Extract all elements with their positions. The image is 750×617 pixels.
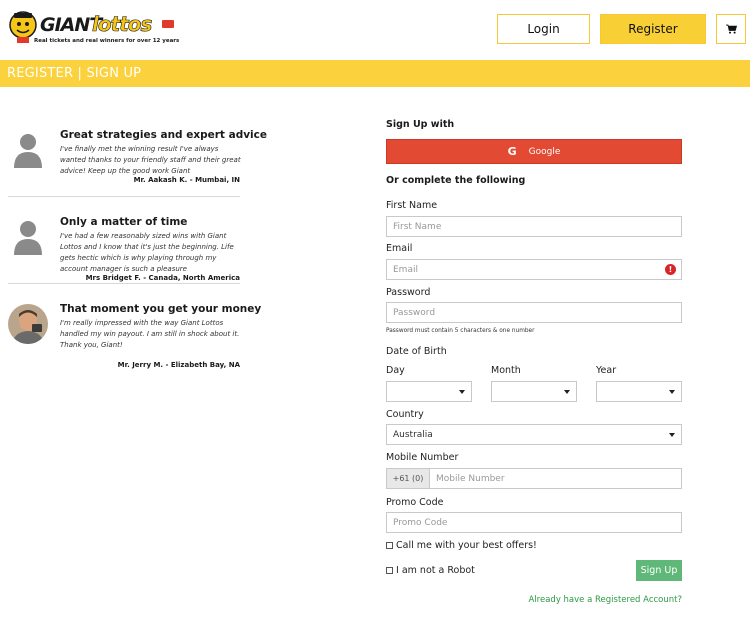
testimonial-title: Great strategies and expert advice — [60, 129, 268, 141]
email-label: Email — [386, 243, 413, 254]
chevron-down-icon — [669, 390, 675, 394]
robot-checkbox-row[interactable] — [386, 565, 475, 576]
logo-word-giant: GIANT — [40, 14, 102, 36]
testimonial-title: Only a matter of time — [60, 216, 188, 228]
day-select[interactable] — [386, 381, 472, 402]
chevron-down-icon — [669, 433, 675, 437]
register-button[interactable]: Register — [600, 14, 706, 44]
dob-label: Date of Birth — [386, 346, 447, 357]
google-button-label: Google — [528, 146, 561, 157]
robot-checkbox[interactable] — [386, 567, 393, 574]
google-icon: G — [507, 145, 517, 158]
signup-button[interactable]: Sign Up — [636, 560, 682, 581]
robot-checkbox-label: I am not a Robot — [396, 565, 475, 576]
page-banner — [0, 60, 750, 87]
testimonial-title: That moment you get your money — [60, 303, 262, 315]
logo-tld-badge — [162, 20, 174, 28]
page-title: REGISTER | SIGN UP — [7, 66, 142, 81]
testimonial-item — [8, 294, 262, 371]
signup-with-heading: Sign Up with — [386, 119, 455, 130]
email-field-wrapper — [386, 259, 682, 280]
offers-checkbox[interactable] — [386, 542, 393, 549]
month-select[interactable] — [491, 381, 577, 402]
year-label: Year — [596, 365, 617, 376]
country-label: Country — [386, 409, 424, 420]
chevron-down-icon — [459, 390, 465, 394]
testimonial-body: I've finally met the winning result I've always wanted thanks to your friendly staff and their great advice! Keep up the good work Giant — [60, 145, 241, 175]
email-input[interactable] — [386, 259, 682, 280]
person-silhouette-icon — [8, 130, 48, 170]
person-silhouette-icon — [8, 217, 48, 257]
testimonial-author: Mrs Bridget F. - Canada, North America — [85, 274, 240, 282]
mobile-input[interactable] — [429, 468, 682, 489]
country-select-value: Australia — [393, 429, 433, 440]
promo-label: Promo Code — [386, 497, 444, 508]
country-select[interactable] — [386, 424, 682, 445]
login-button[interactable]: Login — [497, 14, 590, 44]
testimonial-body: I'm really impressed with the way Giant Lottos handled my win payout. I am still in shock about it. Thank you, Giant! — [60, 319, 240, 349]
cart-button[interactable] — [716, 14, 746, 44]
first-name-input[interactable] — [386, 216, 682, 237]
first-name-label: First Name — [386, 200, 438, 211]
complete-following-heading: Or complete the following — [386, 175, 526, 186]
day-label: Day — [386, 365, 405, 376]
month-label: Month — [491, 365, 521, 376]
testimonial-body: I've had a few reasonably sized wins with Giant Lottos and I know that it's just the beginning. Life gets hectic which is why playing through my account manager is such a pleasure — [60, 232, 234, 273]
offers-checkbox-label: Call me with your best offers! — [396, 540, 537, 551]
mobile-label: Mobile Number — [386, 452, 459, 463]
password-input[interactable] — [386, 302, 682, 323]
chevron-down-icon — [564, 390, 570, 394]
testimonial-author: Mr. Jerry M. - Elizabeth Bay, NA — [117, 361, 240, 369]
password-hint: Password must contain 5 characters & one number — [386, 328, 535, 334]
offers-checkbox-row[interactable] — [386, 540, 537, 551]
existing-account-link[interactable]: Already have a Registered Account? — [528, 595, 682, 605]
password-label: Password — [386, 287, 431, 298]
testimonial-author: Mr. Aakash K. - Mumbai, IN — [133, 176, 240, 184]
logo-word-lottos: lottos — [92, 12, 152, 36]
logo-tagline: Real tickets and real winners for over 12 years — [34, 38, 180, 44]
error-icon: ! — [665, 264, 676, 275]
mobile-country-prefix: +61 (0) — [386, 468, 430, 489]
site-logo[interactable] — [8, 10, 180, 50]
year-select[interactable] — [596, 381, 682, 402]
person-photo — [8, 304, 48, 344]
cart-icon — [726, 24, 737, 34]
testimonial-item — [8, 120, 268, 197]
testimonial-item — [8, 207, 240, 284]
testimonials-list — [8, 120, 268, 381]
mobile-field-wrapper — [386, 468, 682, 489]
promo-input[interactable] — [386, 512, 682, 533]
google-signup-button[interactable] — [386, 139, 682, 164]
